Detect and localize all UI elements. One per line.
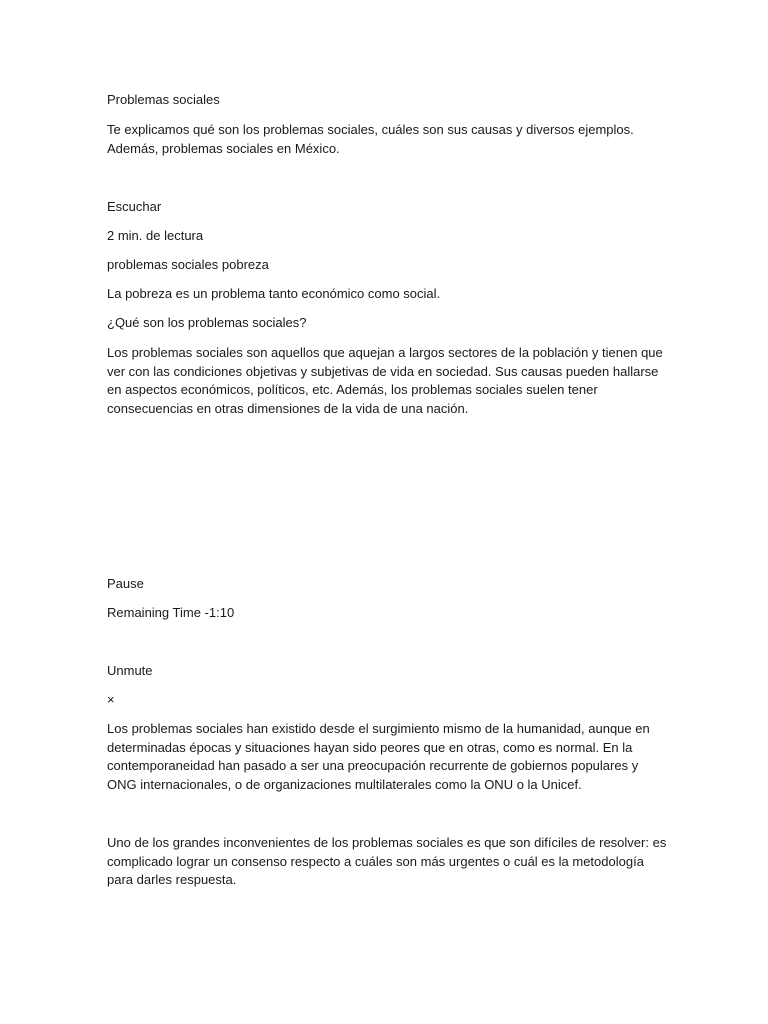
player-unmute-button[interactable]: Unmute: [107, 663, 153, 678]
image-alt-text: problemas sociales pobreza: [107, 257, 269, 272]
body-paragraph-1: Los problemas sociales son aquellos que aquejan a largos sectores de la población y tienen que ver con las condiciones objetivas y subjetivas de vida en sociedad. Sus causas pueden hallarse en aspectos económicos, políticos, etc. Además, los problemas sociales suelen tener consecuencias en otras dimensiones de la vida de una nación.: [107, 345, 663, 416]
reading-time: 2 min. de lectura: [107, 228, 204, 243]
section-heading: ¿Qué son los problemas sociales?: [107, 315, 307, 330]
body-paragraph-2: Los problemas sociales han existido desde el surgimiento mismo de la humanidad, aunque en determinadas épocas y situaciones hayan sido peores que en otras, como es normal. En la contemporaneidad han pasado a ser una preocupación recurrente de gobiernos populares y ONG internacionales, o de organizaciones multilaterales como la ONU o la Unicef.: [107, 721, 650, 792]
listen-link[interactable]: Escuchar: [107, 199, 162, 214]
page-title: Problemas sociales: [107, 92, 220, 107]
close-icon[interactable]: ×: [107, 692, 115, 707]
body-paragraph-3: Uno de los grandes inconvenientes de los problemas sociales es que son difíciles de resolver: es complicado lograr un consenso respecto a cuáles son más urgentes o cuál es la metodología para darles respuesta.: [107, 835, 667, 887]
intro-paragraph: Te explicamos qué son los problemas sociales, cuáles son sus causas y diversos ejemplos. Además, problemas sociales en México.: [107, 122, 634, 156]
player-pause-button[interactable]: Pause: [107, 576, 144, 591]
image-caption: La pobreza es un problema tanto económico como social.: [107, 286, 441, 301]
player-remaining-time: Remaining Time -1:10: [107, 605, 235, 620]
